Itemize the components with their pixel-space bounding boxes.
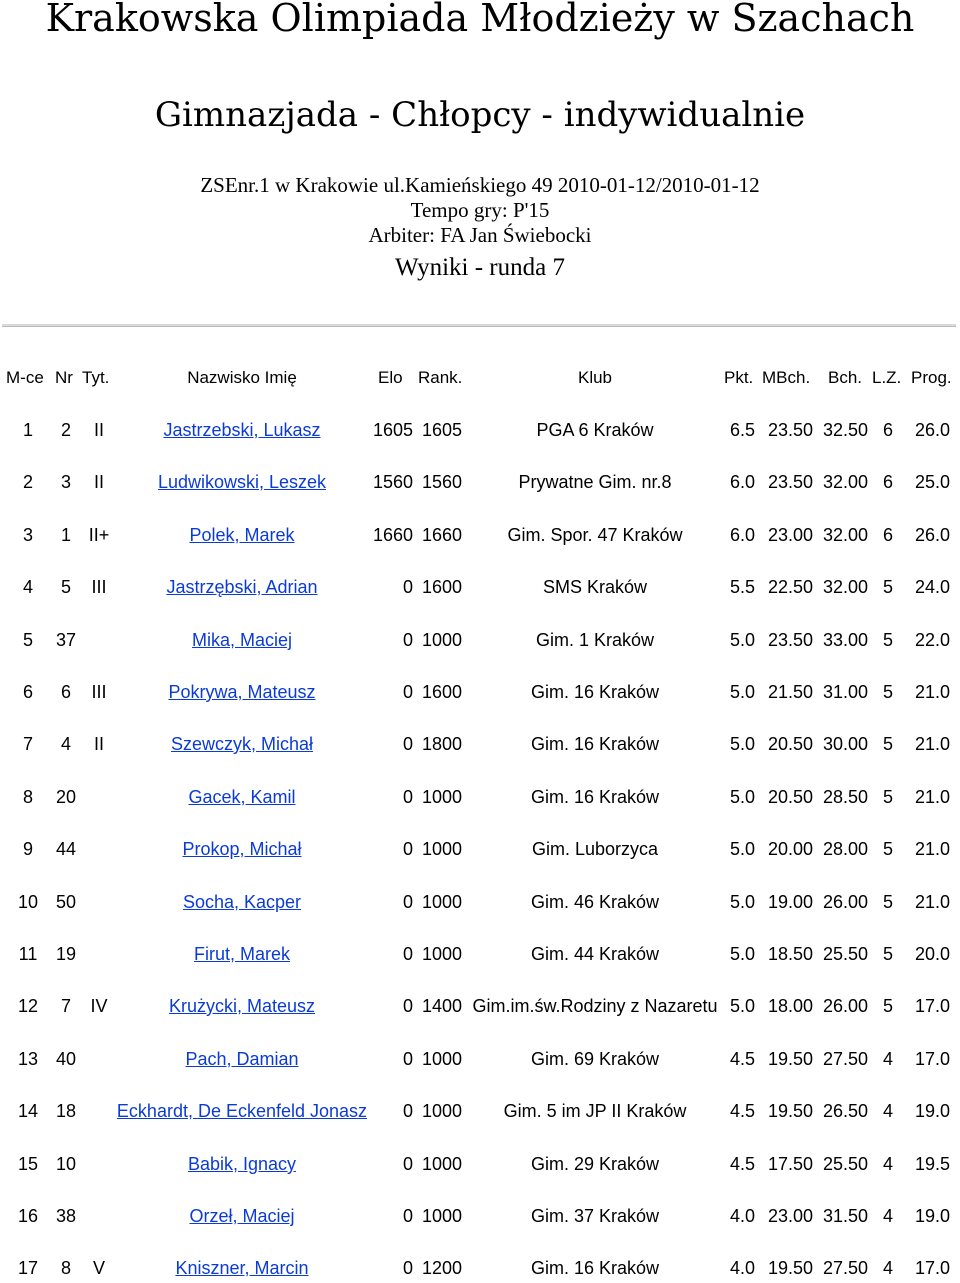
- cell-prog: 21.0: [914, 787, 950, 807]
- player-name-link[interactable]: Socha, Kacper: [182, 892, 302, 912]
- cell-bch: 25.50: [822, 1154, 868, 1174]
- cell-nr: 37: [55, 630, 77, 650]
- cell-club: Gim. 16 Kraków: [530, 1258, 660, 1278]
- table-row: [0, 677, 960, 707]
- cell-rank: 1000: [421, 1049, 462, 1069]
- cell-elo: 1660: [372, 525, 413, 545]
- cell-club: Prywatne Gim. nr.8: [518, 472, 672, 492]
- player-name-link[interactable]: Gacek, Kamil: [188, 787, 296, 807]
- cell-pts: 5.0: [729, 682, 755, 702]
- cell-prog: 17.0: [914, 1258, 950, 1278]
- cell-prog: 21.0: [914, 839, 950, 859]
- cell-lz: 5: [882, 577, 893, 597]
- cell-lz: 5: [882, 892, 893, 912]
- cell-nr: 44: [55, 839, 77, 859]
- cell-rank: 1000: [421, 839, 462, 859]
- cell-bch: 26.00: [822, 996, 868, 1016]
- cell-bch: 26.00: [822, 892, 868, 912]
- cell-club: Gim. 29 Kraków: [530, 1154, 660, 1174]
- cell-place: 3: [22, 525, 33, 545]
- cell-nr: 38: [55, 1206, 77, 1226]
- arbiter-line: Arbiter: FA Jan Świebocki: [368, 223, 592, 247]
- cell-place: 14: [17, 1101, 39, 1121]
- cell-club: Gim. 16 Kraków: [530, 787, 660, 807]
- table-row: [0, 625, 960, 655]
- cell-nr: 1: [60, 525, 71, 545]
- cell-bch: 32.00: [822, 525, 868, 545]
- cell-nr: 7: [60, 996, 71, 1016]
- cell-rank: 1200: [421, 1258, 462, 1278]
- tempo-line: Tempo gry: P'15: [410, 198, 550, 222]
- player-name-link[interactable]: Firut, Marek: [193, 944, 290, 964]
- table-row: [0, 572, 960, 602]
- cell-club: Gim. 5 im JP II Kraków: [503, 1101, 687, 1121]
- cell-bch: 28.00: [822, 839, 868, 859]
- cell-nr: 10: [55, 1154, 77, 1174]
- cell-nr: 20: [55, 787, 77, 807]
- table-row: [0, 1096, 960, 1126]
- cell-pts: 5.0: [729, 734, 755, 754]
- cell-place: 8: [22, 787, 33, 807]
- cell-rank: 1000: [421, 944, 462, 964]
- cell-place: 13: [17, 1049, 39, 1069]
- player-name-link[interactable]: Krużycki, Mateusz: [168, 996, 316, 1016]
- cell-rank: 1000: [421, 1101, 462, 1121]
- cell-pts: 6.0: [729, 472, 755, 492]
- cell-mbch: 17.50: [767, 1154, 813, 1174]
- cell-lz: 4: [882, 1206, 893, 1226]
- cell-mbch: 23.00: [767, 525, 813, 545]
- cell-elo: 0: [402, 839, 413, 859]
- player-name-link[interactable]: Babik, Ignacy: [187, 1154, 297, 1174]
- col-header-elo: Elo: [378, 368, 403, 387]
- table-row: [0, 991, 960, 1021]
- cell-nr: 50: [55, 892, 77, 912]
- cell-elo: 1605: [372, 420, 413, 440]
- cell-mbch: 20.50: [767, 734, 813, 754]
- cell-rank: 1600: [421, 682, 462, 702]
- cell-bch: 27.50: [822, 1049, 868, 1069]
- cell-bch: 32.00: [822, 472, 868, 492]
- cell-nr: 18: [55, 1101, 77, 1121]
- cell-place: 10: [17, 892, 39, 912]
- cell-club: Gim. 44 Kraków: [530, 944, 660, 964]
- cell-mbch: 19.00: [767, 892, 813, 912]
- cell-club: Gim. 1 Kraków: [535, 630, 655, 650]
- col-header-mbch: MBch.: [762, 368, 811, 387]
- cell-rank: 1000: [421, 892, 462, 912]
- table-row: [0, 729, 960, 759]
- table-row: [0, 782, 960, 812]
- cell-lz: 5: [882, 734, 893, 754]
- cell-club: SMS Kraków: [542, 577, 648, 597]
- cell-place: 4: [22, 577, 33, 597]
- cell-title: III: [91, 577, 107, 597]
- cell-bch: 26.50: [822, 1101, 868, 1121]
- player-name-link[interactable]: Szewczyk, Michał: [170, 734, 314, 754]
- cell-lz: 4: [882, 1049, 893, 1069]
- cell-pts: 5.0: [729, 996, 755, 1016]
- cell-nr: 3: [60, 472, 71, 492]
- cell-mbch: 23.50: [767, 472, 813, 492]
- cell-rank: 1600: [421, 577, 462, 597]
- cell-mbch: 20.50: [767, 787, 813, 807]
- cell-title: II: [93, 472, 104, 492]
- table-row: [0, 467, 960, 497]
- cell-elo: 0: [402, 1206, 413, 1226]
- cell-lz: 5: [882, 996, 893, 1016]
- cell-rank: 1000: [421, 1206, 462, 1226]
- col-header-place: M-ce: [6, 368, 44, 387]
- cell-pts: 5.0: [729, 630, 755, 650]
- cell-rank: 1800: [421, 734, 462, 754]
- col-header-club: Klub: [577, 368, 613, 387]
- player-name-link[interactable]: Pach, Damian: [185, 1049, 299, 1069]
- cell-elo: 0: [402, 734, 413, 754]
- cell-club: Gim. 46 Kraków: [530, 892, 660, 912]
- cell-elo: 0: [402, 787, 413, 807]
- cell-elo: 0: [402, 1101, 413, 1121]
- cell-mbch: 19.50: [767, 1101, 813, 1121]
- cell-prog: 20.0: [914, 944, 950, 964]
- cell-rank: 1560: [421, 472, 462, 492]
- cell-club: Gim. 37 Kraków: [530, 1206, 660, 1226]
- cell-pts: 5.0: [729, 944, 755, 964]
- cell-mbch: 23.50: [767, 420, 813, 440]
- cell-nr: 40: [55, 1049, 77, 1069]
- table-row: [0, 1044, 960, 1074]
- cell-club: Gim.im.św.Rodziny z Nazaretu: [472, 996, 718, 1016]
- table-row: [0, 520, 960, 550]
- cell-rank: 1000: [421, 787, 462, 807]
- cell-prog: 26.0: [914, 525, 950, 545]
- cell-prog: 25.0: [914, 472, 950, 492]
- cell-nr: 6: [60, 682, 71, 702]
- cell-bch: 31.00: [822, 682, 868, 702]
- cell-pts: 6.5: [729, 420, 755, 440]
- cell-place: 16: [17, 1206, 39, 1226]
- cell-lz: 5: [882, 787, 893, 807]
- cell-place: 2: [22, 472, 33, 492]
- cell-bch: 28.50: [822, 787, 868, 807]
- cell-bch: 33.00: [822, 630, 868, 650]
- cell-place: 15: [17, 1154, 39, 1174]
- cell-rank: 1400: [421, 996, 462, 1016]
- cell-prog: 19.5: [914, 1154, 950, 1174]
- cell-club: Gim. Luborzyca: [531, 839, 659, 859]
- cell-nr: 8: [60, 1258, 71, 1278]
- page-subtitle: Gimnazjada - Chłopcy - indywidualnie: [154, 95, 806, 135]
- player-name-link[interactable]: Mika, Maciej: [191, 630, 293, 650]
- cell-mbch: 19.50: [767, 1049, 813, 1069]
- cell-prog: 21.0: [914, 734, 950, 754]
- cell-elo: 0: [402, 630, 413, 650]
- cell-lz: 6: [882, 525, 893, 545]
- cell-title: V: [92, 1258, 105, 1278]
- cell-mbch: 23.00: [767, 1206, 813, 1226]
- cell-mbch: 21.50: [767, 682, 813, 702]
- cell-pts: 6.0: [729, 525, 755, 545]
- cell-elo: 0: [402, 1154, 413, 1174]
- cell-lz: 6: [882, 420, 893, 440]
- cell-club: Gim. Spor. 47 Kraków: [507, 525, 683, 545]
- table-row: [0, 1201, 960, 1231]
- cell-nr: 2: [60, 420, 71, 440]
- cell-pts: 4.5: [729, 1154, 755, 1174]
- cell-club: PGA 6 Kraków: [536, 420, 654, 440]
- cell-bch: 32.50: [822, 420, 868, 440]
- cell-place: 6: [22, 682, 33, 702]
- cell-lz: 4: [882, 1101, 893, 1121]
- cell-club: Gim. 69 Kraków: [530, 1049, 660, 1069]
- cell-pts: 5.5: [729, 577, 755, 597]
- cell-elo: 0: [402, 996, 413, 1016]
- cell-place: 17: [17, 1258, 39, 1278]
- cell-elo: 0: [402, 1049, 413, 1069]
- cell-lz: 5: [882, 630, 893, 650]
- col-header-rank: Rank.: [418, 368, 463, 387]
- cell-mbch: 18.00: [767, 996, 813, 1016]
- col-header-prog: Prog.: [911, 368, 952, 387]
- cell-elo: 0: [402, 1258, 413, 1278]
- cell-rank: 1605: [421, 420, 462, 440]
- cell-elo: 0: [402, 577, 413, 597]
- cell-pts: 5.0: [729, 892, 755, 912]
- cell-bch: 25.50: [822, 944, 868, 964]
- player-name-link[interactable]: Kniszner, Marcin: [175, 1258, 309, 1278]
- cell-pts: 4.0: [729, 1258, 755, 1278]
- player-name-link[interactable]: Eckhardt, De Eckenfeld Jonasz: [116, 1101, 368, 1121]
- cell-title: II: [93, 734, 104, 754]
- cell-pts: 5.0: [729, 787, 755, 807]
- col-header-bch: Bch.: [828, 368, 863, 387]
- table-row: [0, 834, 960, 864]
- player-name-link[interactable]: Orzeł, Maciej: [189, 1206, 295, 1226]
- cell-bch: 31.50: [822, 1206, 868, 1226]
- cell-prog: 21.0: [914, 682, 950, 702]
- cell-pts: 4.0: [729, 1206, 755, 1226]
- cell-prog: 19.0: [914, 1101, 950, 1121]
- cell-lz: 6: [882, 472, 893, 492]
- col-header-name: Nazwisko Imię: [187, 368, 297, 387]
- player-name-link[interactable]: Polek, Marek: [189, 525, 295, 545]
- cell-pts: 4.5: [729, 1101, 755, 1121]
- cell-rank: 1000: [421, 1154, 462, 1174]
- cell-place: 9: [22, 839, 33, 859]
- cell-rank: 1660: [421, 525, 462, 545]
- cell-lz: 4: [882, 1258, 893, 1278]
- table-row: [0, 415, 960, 445]
- cell-title: II+: [88, 525, 110, 545]
- cell-elo: 1560: [372, 472, 413, 492]
- table-row: [0, 887, 960, 917]
- cell-elo: 0: [402, 682, 413, 702]
- cell-elo: 0: [402, 892, 413, 912]
- player-name-link[interactable]: Ludwikowski, Leszek: [157, 472, 327, 492]
- cell-nr: 5: [60, 577, 71, 597]
- cell-lz: 5: [882, 839, 893, 859]
- cell-place: 7: [22, 734, 33, 754]
- cell-place: 11: [18, 944, 38, 964]
- cell-title: II: [93, 420, 104, 440]
- col-header-title: Tyt.: [82, 368, 110, 387]
- cell-prog: 19.0: [914, 1206, 950, 1226]
- cell-elo: 0: [402, 944, 413, 964]
- cell-bch: 32.00: [822, 577, 868, 597]
- horizontal-divider: [2, 324, 956, 327]
- round-heading: Wyniki - runda 7: [395, 254, 565, 281]
- cell-prog: 26.0: [914, 420, 950, 440]
- cell-mbch: 20.00: [767, 839, 813, 859]
- cell-prog: 17.0: [914, 1049, 950, 1069]
- cell-bch: 27.50: [822, 1258, 868, 1278]
- cell-prog: 24.0: [914, 577, 950, 597]
- cell-rank: 1000: [421, 630, 462, 650]
- cell-pts: 5.0: [729, 839, 755, 859]
- player-name-link[interactable]: Pokrywa, Mateusz: [168, 682, 316, 702]
- cell-nr: 4: [60, 734, 71, 754]
- cell-place: 1: [22, 420, 33, 440]
- table-row: [0, 1149, 960, 1179]
- page-title: Krakowska Olimpiada Młodzieży w Szachach: [45, 0, 915, 40]
- player-name-link[interactable]: Prokop, Michał: [182, 839, 302, 859]
- cell-mbch: 18.50: [767, 944, 813, 964]
- cell-club: Gim. 16 Kraków: [530, 734, 660, 754]
- cell-nr: 19: [55, 944, 77, 964]
- player-name-link[interactable]: Jastrzebski, Lukasz: [163, 420, 321, 440]
- cell-pts: 4.5: [729, 1049, 755, 1069]
- cell-mbch: 19.50: [767, 1258, 813, 1278]
- cell-title: IV: [90, 996, 108, 1016]
- col-header-nr: Nr: [55, 368, 73, 387]
- player-name-link[interactable]: Jastrzębski, Adrian: [166, 577, 318, 597]
- cell-prog: 17.0: [914, 996, 950, 1016]
- table-row: [0, 939, 960, 969]
- cell-mbch: 23.50: [767, 630, 813, 650]
- cell-lz: 5: [882, 682, 893, 702]
- cell-place: 5: [22, 630, 33, 650]
- table-row: [0, 1253, 960, 1283]
- cell-lz: 5: [882, 944, 893, 964]
- cell-prog: 22.0: [914, 630, 950, 650]
- cell-mbch: 22.50: [767, 577, 813, 597]
- cell-prog: 21.0: [914, 892, 950, 912]
- cell-club: Gim. 16 Kraków: [530, 682, 660, 702]
- col-header-pts: Pkt.: [724, 368, 754, 387]
- cell-place: 12: [17, 996, 39, 1016]
- cell-lz: 4: [882, 1154, 893, 1174]
- cell-title: III: [91, 682, 107, 702]
- cell-bch: 30.00: [822, 734, 868, 754]
- venue-line: ZSEnr.1 w Krakowie ul.Kamieńskiego 49 2010-01-12/2010-01-12: [200, 173, 760, 197]
- col-header-lz: L.Z.: [872, 368, 902, 387]
